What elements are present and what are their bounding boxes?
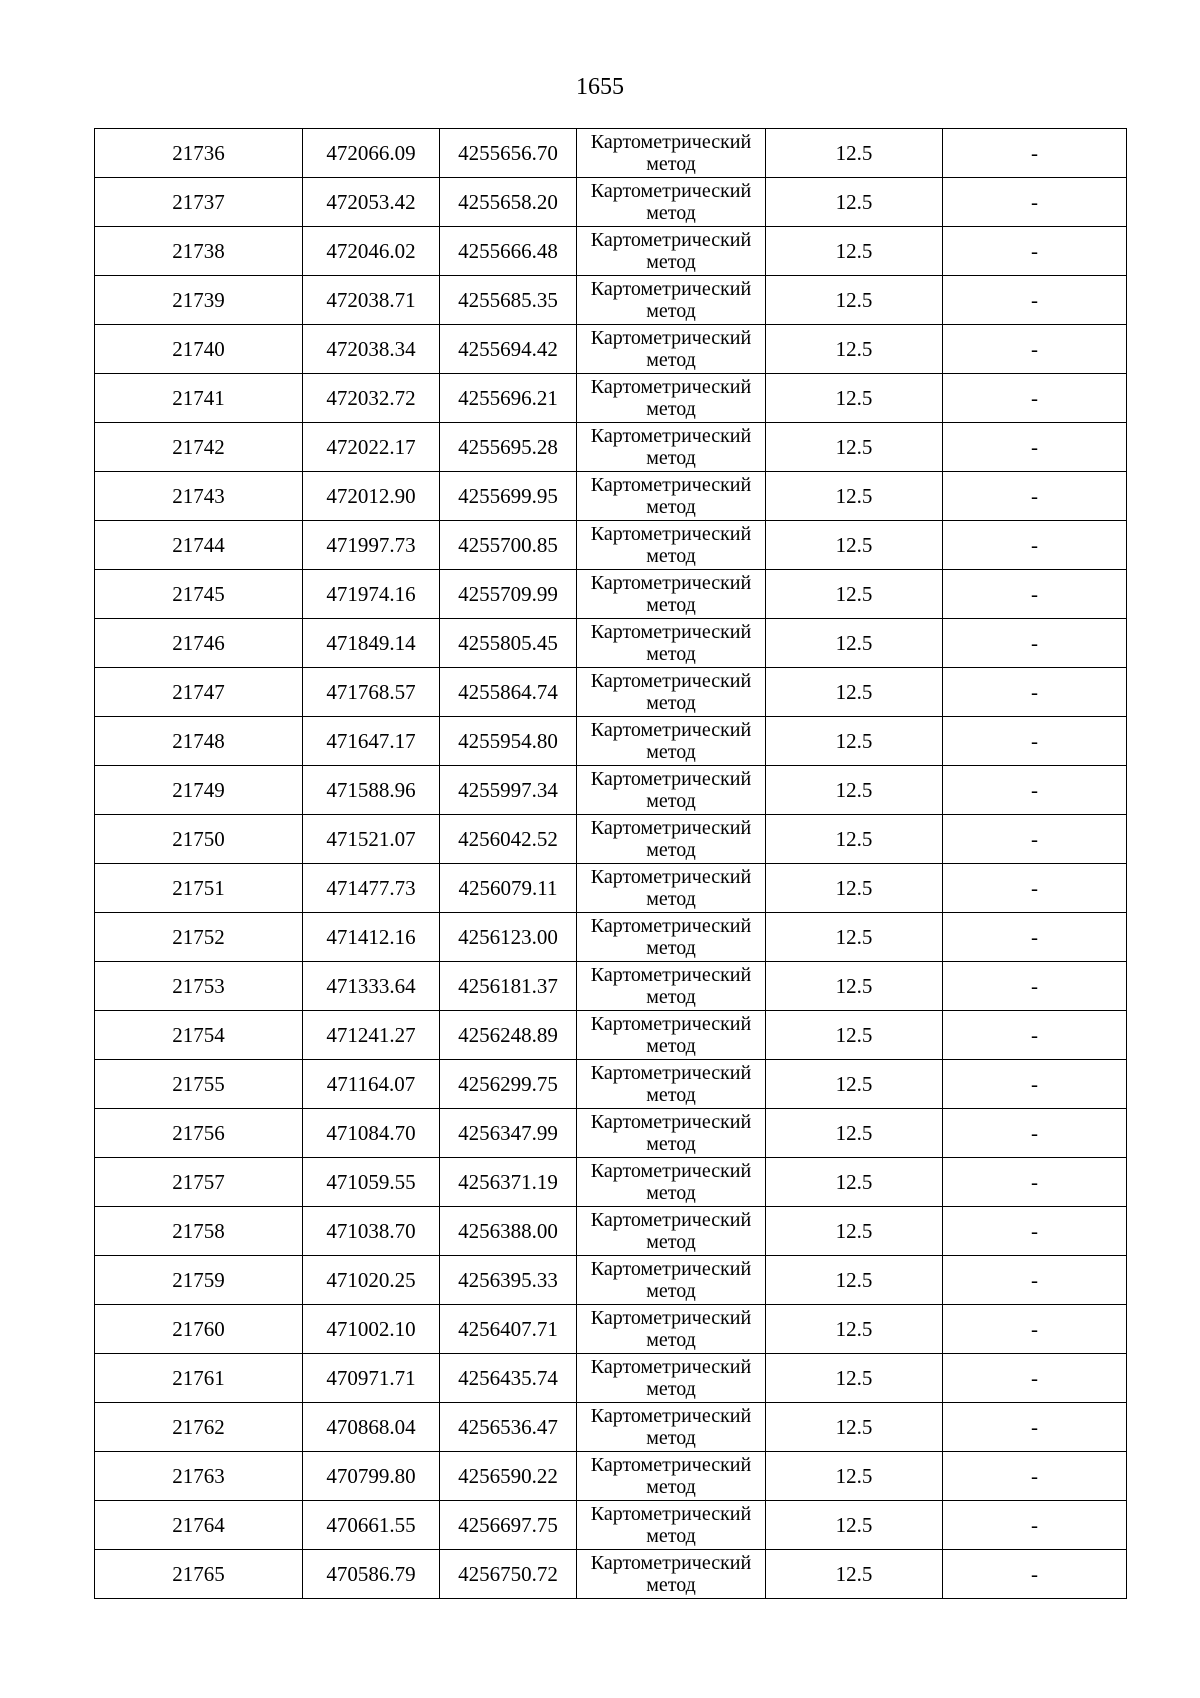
accuracy-cell: 12.5 <box>766 1354 943 1403</box>
description-cell: - <box>943 1403 1127 1452</box>
method-line-1: Картометрический <box>590 1405 752 1427</box>
description-cell: - <box>943 913 1127 962</box>
table-row <box>95 1158 1127 1207</box>
point-number-cell: 21750 <box>95 815 303 864</box>
x-coordinate-cell: 471521.07 <box>303 815 440 864</box>
accuracy-cell: 12.5 <box>766 1403 943 1452</box>
y-coordinate-cell: 4256347.99 <box>440 1109 577 1158</box>
description-cell: - <box>943 1109 1127 1158</box>
accuracy-cell: 12.5 <box>766 1207 943 1256</box>
method-line-1: Картометрический <box>590 1013 752 1035</box>
point-number-cell: 21742 <box>95 423 303 472</box>
method-cell <box>577 1354 766 1403</box>
description-cell: - <box>943 1305 1127 1354</box>
method-cell <box>577 423 766 472</box>
method-line-1: Картометрический <box>590 1307 752 1329</box>
table-row <box>95 129 1127 178</box>
method-line-2: метод <box>646 300 696 322</box>
x-coordinate-cell: 471974.16 <box>303 570 440 619</box>
method-line-1: Картометрический <box>590 670 752 692</box>
accuracy-cell: 12.5 <box>766 668 943 717</box>
table-row <box>95 864 1127 913</box>
description-cell: - <box>943 864 1127 913</box>
method-line-1: Картометрический <box>590 376 752 398</box>
table-row <box>95 1550 1127 1599</box>
method-cell <box>577 1256 766 1305</box>
accuracy-cell: 12.5 <box>766 570 943 619</box>
description-cell: - <box>943 178 1127 227</box>
table-row <box>95 374 1127 423</box>
y-coordinate-cell: 4256395.33 <box>440 1256 577 1305</box>
accuracy-cell: 12.5 <box>766 766 943 815</box>
x-coordinate-cell: 471059.55 <box>303 1158 440 1207</box>
method-cell <box>577 227 766 276</box>
table-row <box>95 962 1127 1011</box>
x-coordinate-cell: 471588.96 <box>303 766 440 815</box>
method-line-2: метод <box>646 594 696 616</box>
x-coordinate-cell: 471647.17 <box>303 717 440 766</box>
method-line-1: Картометрический <box>590 621 752 643</box>
x-coordinate-cell: 470971.71 <box>303 1354 440 1403</box>
method-line-1: Картометрический <box>590 1160 752 1182</box>
x-coordinate-cell: 472012.90 <box>303 472 440 521</box>
accuracy-cell: 12.5 <box>766 1452 943 1501</box>
point-number-cell: 21765 <box>95 1550 303 1599</box>
description-cell: - <box>943 1256 1127 1305</box>
x-coordinate-cell: 470586.79 <box>303 1550 440 1599</box>
description-cell: - <box>943 1452 1127 1501</box>
x-coordinate-cell: 471038.70 <box>303 1207 440 1256</box>
y-coordinate-cell: 4256536.47 <box>440 1403 577 1452</box>
method-cell <box>577 1501 766 1550</box>
point-number-cell: 21744 <box>95 521 303 570</box>
point-number-cell: 21749 <box>95 766 303 815</box>
accuracy-cell: 12.5 <box>766 913 943 962</box>
y-coordinate-cell: 4256079.11 <box>440 864 577 913</box>
method-line-1: Картометрический <box>590 572 752 594</box>
point-number-cell: 21755 <box>95 1060 303 1109</box>
point-number-cell: 21759 <box>95 1256 303 1305</box>
method-line-1: Картометрический <box>590 964 752 986</box>
x-coordinate-cell: 472046.02 <box>303 227 440 276</box>
point-number-cell: 21736 <box>95 129 303 178</box>
method-cell <box>577 962 766 1011</box>
table-row <box>95 472 1127 521</box>
description-cell: - <box>943 276 1127 325</box>
point-number-cell: 21757 <box>95 1158 303 1207</box>
method-cell <box>577 1207 766 1256</box>
description-cell: - <box>943 962 1127 1011</box>
method-line-1: Картометрический <box>590 719 752 741</box>
method-cell <box>577 276 766 325</box>
y-coordinate-cell: 4255709.99 <box>440 570 577 619</box>
point-number-cell: 21764 <box>95 1501 303 1550</box>
description-cell: - <box>943 717 1127 766</box>
table-row <box>95 1501 1127 1550</box>
method-line-2: метод <box>646 986 696 1008</box>
y-coordinate-cell: 4256123.00 <box>440 913 577 962</box>
point-number-cell: 21739 <box>95 276 303 325</box>
y-coordinate-cell: 4256590.22 <box>440 1452 577 1501</box>
accuracy-cell: 12.5 <box>766 129 943 178</box>
method-line-2: метод <box>646 496 696 518</box>
point-number-cell: 21746 <box>95 619 303 668</box>
y-coordinate-cell: 4256181.37 <box>440 962 577 1011</box>
table-row <box>95 815 1127 864</box>
table-row <box>95 1354 1127 1403</box>
y-coordinate-cell: 4255954.80 <box>440 717 577 766</box>
point-number-cell: 21753 <box>95 962 303 1011</box>
accuracy-cell: 12.5 <box>766 619 943 668</box>
x-coordinate-cell: 470868.04 <box>303 1403 440 1452</box>
x-coordinate-cell: 471333.64 <box>303 962 440 1011</box>
method-line-1: Картометрический <box>590 474 752 496</box>
description-cell: - <box>943 1550 1127 1599</box>
method-cell <box>577 178 766 227</box>
table-row <box>95 913 1127 962</box>
accuracy-cell: 12.5 <box>766 962 943 1011</box>
y-coordinate-cell: 4255699.95 <box>440 472 577 521</box>
description-cell: - <box>943 766 1127 815</box>
method-line-1: Картометрический <box>590 1111 752 1133</box>
description-cell: - <box>943 1501 1127 1550</box>
x-coordinate-cell: 471002.10 <box>303 1305 440 1354</box>
accuracy-cell: 12.5 <box>766 815 943 864</box>
method-line-2: метод <box>646 1182 696 1204</box>
method-line-2: метод <box>646 153 696 175</box>
x-coordinate-cell: 471412.16 <box>303 913 440 962</box>
method-line-1: Картометрический <box>590 817 752 839</box>
method-cell <box>577 570 766 619</box>
method-line-2: метод <box>646 937 696 959</box>
y-coordinate-cell: 4255696.21 <box>440 374 577 423</box>
method-line-1: Картометрический <box>590 278 752 300</box>
accuracy-cell: 12.5 <box>766 1550 943 1599</box>
y-coordinate-cell: 4256435.74 <box>440 1354 577 1403</box>
method-cell <box>577 668 766 717</box>
point-number-cell: 21738 <box>95 227 303 276</box>
point-number-cell: 21747 <box>95 668 303 717</box>
method-cell <box>577 129 766 178</box>
method-line-2: метод <box>646 839 696 861</box>
description-cell: - <box>943 423 1127 472</box>
y-coordinate-cell: 4255656.70 <box>440 129 577 178</box>
method-cell <box>577 1403 766 1452</box>
table-row <box>95 570 1127 619</box>
accuracy-cell: 12.5 <box>766 1256 943 1305</box>
accuracy-cell: 12.5 <box>766 325 943 374</box>
method-line-1: Картометрический <box>590 1454 752 1476</box>
method-cell <box>577 864 766 913</box>
y-coordinate-cell: 4256407.71 <box>440 1305 577 1354</box>
method-line-2: метод <box>646 251 696 273</box>
method-line-2: метод <box>646 349 696 371</box>
method-cell <box>577 521 766 570</box>
method-cell <box>577 1550 766 1599</box>
description-cell: - <box>943 1207 1127 1256</box>
method-line-2: метод <box>646 741 696 763</box>
method-cell <box>577 1452 766 1501</box>
y-coordinate-cell: 4255695.28 <box>440 423 577 472</box>
table-row <box>95 1256 1127 1305</box>
accuracy-cell: 12.5 <box>766 1011 943 1060</box>
table-row <box>95 178 1127 227</box>
y-coordinate-cell: 4256248.89 <box>440 1011 577 1060</box>
point-number-cell: 21761 <box>95 1354 303 1403</box>
description-cell: - <box>943 472 1127 521</box>
y-coordinate-cell: 4255997.34 <box>440 766 577 815</box>
method-line-2: метод <box>646 1329 696 1351</box>
accuracy-cell: 12.5 <box>766 1060 943 1109</box>
method-line-1: Картометрический <box>590 229 752 251</box>
method-cell <box>577 815 766 864</box>
description-cell: - <box>943 619 1127 668</box>
method-line-1: Картометрический <box>590 425 752 447</box>
x-coordinate-cell: 471164.07 <box>303 1060 440 1109</box>
point-number-cell: 21751 <box>95 864 303 913</box>
description-cell: - <box>943 668 1127 717</box>
y-coordinate-cell: 4256042.52 <box>440 815 577 864</box>
table-row <box>95 1207 1127 1256</box>
table-row <box>95 1305 1127 1354</box>
accuracy-cell: 12.5 <box>766 521 943 570</box>
point-number-cell: 21752 <box>95 913 303 962</box>
point-number-cell: 21745 <box>95 570 303 619</box>
method-line-1: Картометрический <box>590 523 752 545</box>
x-coordinate-cell: 472038.34 <box>303 325 440 374</box>
x-coordinate-cell: 471084.70 <box>303 1109 440 1158</box>
table-row <box>95 668 1127 717</box>
method-cell <box>577 619 766 668</box>
description-cell: - <box>943 1354 1127 1403</box>
method-line-2: метод <box>646 1035 696 1057</box>
method-line-2: метод <box>646 1084 696 1106</box>
accuracy-cell: 12.5 <box>766 178 943 227</box>
x-coordinate-cell: 471477.73 <box>303 864 440 913</box>
method-line-1: Картометрический <box>590 327 752 349</box>
coordinates-table <box>94 128 1127 1599</box>
page-number: 1655 <box>576 74 624 100</box>
accuracy-cell: 12.5 <box>766 423 943 472</box>
method-line-2: метод <box>646 1231 696 1253</box>
method-line-2: метод <box>646 447 696 469</box>
method-cell <box>577 717 766 766</box>
method-line-2: метод <box>646 790 696 812</box>
method-cell <box>577 325 766 374</box>
x-coordinate-cell: 472022.17 <box>303 423 440 472</box>
table-row <box>95 766 1127 815</box>
description-cell: - <box>943 325 1127 374</box>
x-coordinate-cell: 471849.14 <box>303 619 440 668</box>
method-line-1: Картометрический <box>590 131 752 153</box>
description-cell: - <box>943 521 1127 570</box>
x-coordinate-cell: 470799.80 <box>303 1452 440 1501</box>
method-line-2: метод <box>646 545 696 567</box>
point-number-cell: 21760 <box>95 1305 303 1354</box>
description-cell: - <box>943 1011 1127 1060</box>
table-row <box>95 1060 1127 1109</box>
accuracy-cell: 12.5 <box>766 1109 943 1158</box>
y-coordinate-cell: 4256750.72 <box>440 1550 577 1599</box>
method-cell <box>577 1305 766 1354</box>
description-cell: - <box>943 1060 1127 1109</box>
method-cell <box>577 913 766 962</box>
x-coordinate-cell: 471020.25 <box>303 1256 440 1305</box>
table-row <box>95 1452 1127 1501</box>
accuracy-cell: 12.5 <box>766 227 943 276</box>
x-coordinate-cell: 472038.71 <box>303 276 440 325</box>
y-coordinate-cell: 4256371.19 <box>440 1158 577 1207</box>
method-line-2: метод <box>646 1574 696 1596</box>
method-line-2: метод <box>646 1427 696 1449</box>
y-coordinate-cell: 4255685.35 <box>440 276 577 325</box>
table-row <box>95 717 1127 766</box>
point-number-cell: 21763 <box>95 1452 303 1501</box>
y-coordinate-cell: 4255700.85 <box>440 521 577 570</box>
table-row <box>95 227 1127 276</box>
y-coordinate-cell: 4256299.75 <box>440 1060 577 1109</box>
method-line-2: метод <box>646 1476 696 1498</box>
method-line-2: метод <box>646 202 696 224</box>
description-cell: - <box>943 227 1127 276</box>
method-cell <box>577 766 766 815</box>
point-number-cell: 21756 <box>95 1109 303 1158</box>
method-line-1: Картометрический <box>590 1356 752 1378</box>
table-row <box>95 1109 1127 1158</box>
method-cell <box>577 472 766 521</box>
accuracy-cell: 12.5 <box>766 374 943 423</box>
method-cell <box>577 1060 766 1109</box>
table-row <box>95 1011 1127 1060</box>
table-row <box>95 423 1127 472</box>
point-number-cell: 21740 <box>95 325 303 374</box>
x-coordinate-cell: 471997.73 <box>303 521 440 570</box>
method-line-2: метод <box>646 1525 696 1547</box>
point-number-cell: 21741 <box>95 374 303 423</box>
table-row <box>95 1403 1127 1452</box>
x-coordinate-cell: 470661.55 <box>303 1501 440 1550</box>
description-cell: - <box>943 374 1127 423</box>
method-line-1: Картометрический <box>590 180 752 202</box>
description-cell: - <box>943 129 1127 178</box>
point-number-cell: 21758 <box>95 1207 303 1256</box>
method-cell <box>577 1158 766 1207</box>
method-line-1: Картометрический <box>590 915 752 937</box>
accuracy-cell: 12.5 <box>766 1158 943 1207</box>
accuracy-cell: 12.5 <box>766 864 943 913</box>
y-coordinate-cell: 4256388.00 <box>440 1207 577 1256</box>
method-line-2: метод <box>646 692 696 714</box>
method-line-1: Картометрический <box>590 768 752 790</box>
point-number-cell: 21762 <box>95 1403 303 1452</box>
description-cell: - <box>943 1158 1127 1207</box>
point-number-cell: 21754 <box>95 1011 303 1060</box>
y-coordinate-cell: 4256697.75 <box>440 1501 577 1550</box>
method-line-1: Картометрический <box>590 1503 752 1525</box>
method-line-1: Картометрический <box>590 1062 752 1084</box>
y-coordinate-cell: 4255666.48 <box>440 227 577 276</box>
method-cell <box>577 374 766 423</box>
x-coordinate-cell: 472032.72 <box>303 374 440 423</box>
table-body <box>95 129 1127 1599</box>
accuracy-cell: 12.5 <box>766 1305 943 1354</box>
accuracy-cell: 12.5 <box>766 472 943 521</box>
accuracy-cell: 12.5 <box>766 717 943 766</box>
method-line-2: метод <box>646 1280 696 1302</box>
accuracy-cell: 12.5 <box>766 1501 943 1550</box>
description-cell: - <box>943 570 1127 619</box>
method-cell <box>577 1011 766 1060</box>
description-cell: - <box>943 815 1127 864</box>
point-number-cell: 21748 <box>95 717 303 766</box>
method-line-1: Картометрический <box>590 1258 752 1280</box>
table-row <box>95 276 1127 325</box>
table-row <box>95 619 1127 668</box>
point-number-cell: 21743 <box>95 472 303 521</box>
x-coordinate-cell: 471768.57 <box>303 668 440 717</box>
method-cell <box>577 1109 766 1158</box>
accuracy-cell: 12.5 <box>766 276 943 325</box>
table-row <box>95 325 1127 374</box>
method-line-1: Картометрический <box>590 866 752 888</box>
y-coordinate-cell: 4255658.20 <box>440 178 577 227</box>
table-row <box>95 521 1127 570</box>
y-coordinate-cell: 4255694.42 <box>440 325 577 374</box>
x-coordinate-cell: 472066.09 <box>303 129 440 178</box>
method-line-2: метод <box>646 1133 696 1155</box>
method-line-2: метод <box>646 888 696 910</box>
x-coordinate-cell: 471241.27 <box>303 1011 440 1060</box>
method-line-2: метод <box>646 1378 696 1400</box>
point-number-cell: 21737 <box>95 178 303 227</box>
method-line-2: метод <box>646 398 696 420</box>
y-coordinate-cell: 4255864.74 <box>440 668 577 717</box>
y-coordinate-cell: 4255805.45 <box>440 619 577 668</box>
method-line-2: метод <box>646 643 696 665</box>
x-coordinate-cell: 472053.42 <box>303 178 440 227</box>
method-line-1: Картометрический <box>590 1552 752 1574</box>
method-line-1: Картометрический <box>590 1209 752 1231</box>
